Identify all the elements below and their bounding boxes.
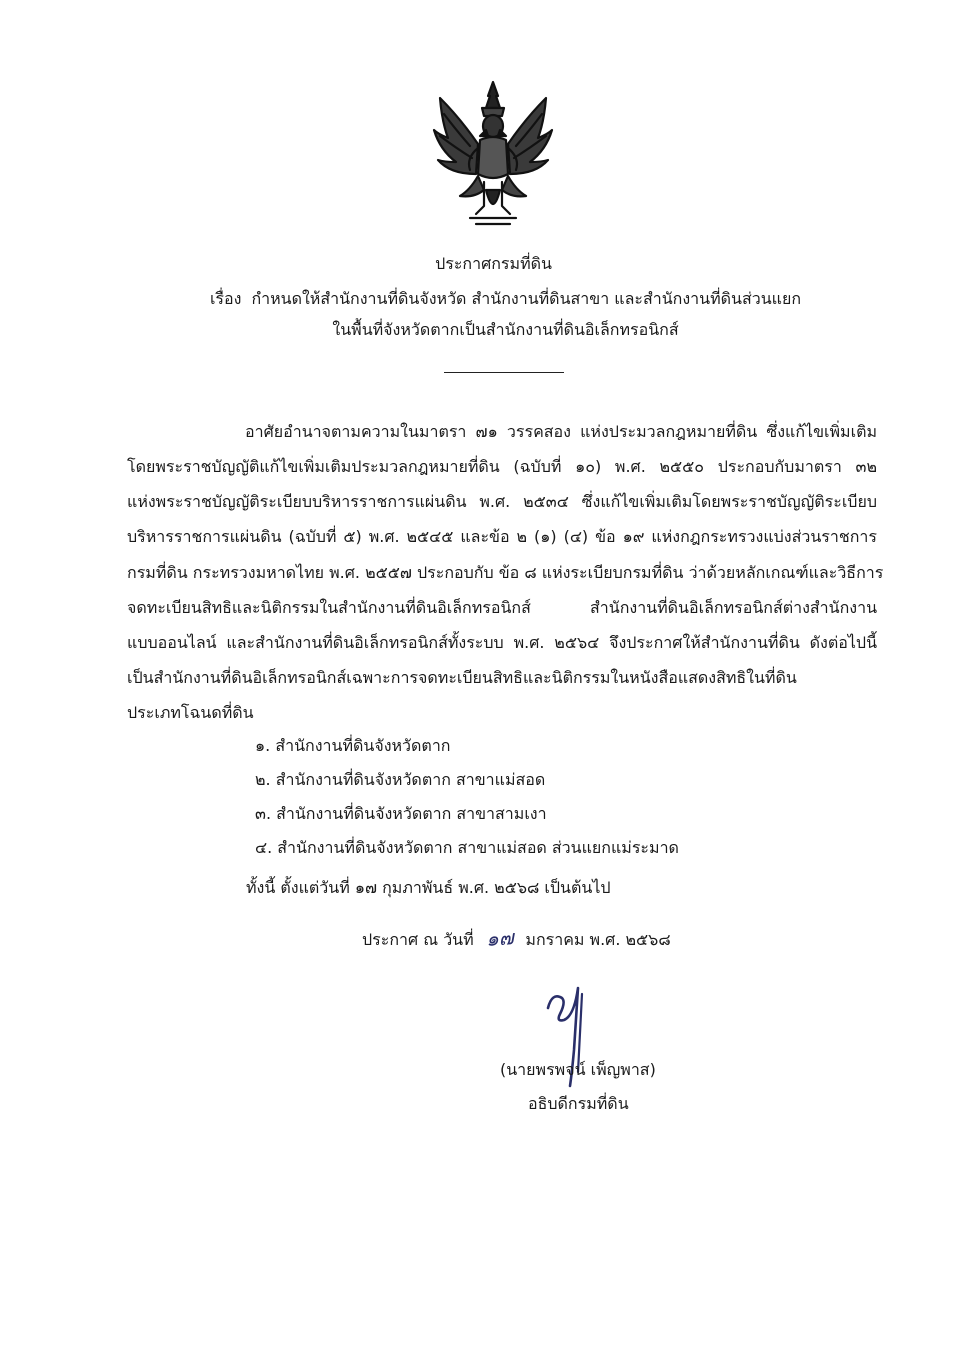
body-line: แบบออนไลน์ และสำนักงานที่ดินอิเล็กทรอนิกส์ทั้งระบบ พ.ศ. ๒๕๖๔ จึงประกาศให้สำนักงานที่ดิน ดังต่อไปนี้: [127, 633, 878, 652]
body-line: จดทะเบียนสิทธิและนิติกรรมในสำนักงานที่ดินอิเล็กทรอนิกส์ สำนักงานที่ดินอิเล็กทรอนิกส์ต่างสำนักงาน: [127, 598, 877, 617]
body-line: โดยพระราชบัญญัติแก้ไขเพิ่มเติมประมวลกฎหมายที่ดิน (ฉบับที่ ๑๐) พ.ศ. ๒๕๕๐ ประกอบกับมาตรา ๓๒: [127, 457, 877, 476]
subject-line-1: [26, 287, 959, 312]
list-item: ๔. สำนักงานที่ดินจังหวัดตาก สาขาแม่สอด ส่วนแยกแม่ระมาด: [255, 838, 679, 857]
list-item: ๒. สำนักงานที่ดินจังหวัดตาก สาขาแม่สอด: [255, 770, 546, 789]
body-line: กรมที่ดิน กระทรวงมหาดไทย พ.ศ. ๒๕๕๗ ประกอบกับ ข้อ ๘ แห่งระเบียบกรมที่ดิน ว่าด้วยหลักเกณฑ์และวิธีการ: [127, 563, 884, 582]
effective-date-line: ทั้งนี้ ตั้งแต่วันที่ ๑๗ กุมภาพันธ์ พ.ศ. ๒๕๖๘ เป็นต้นไป: [246, 878, 611, 897]
signer-name: (นายพรพจน์ เพ็ญพาส): [500, 1060, 656, 1079]
subject-text-1: กำหนดให้สำนักงานที่ดินจังหวัด สำนักงานที่ดินสาขา และสำนักงานที่ดินส่วนแยก: [251, 289, 802, 308]
announcement-date: [362, 922, 671, 954]
body-line: เป็นสำนักงานที่ดินอิเล็กทรอนิกส์เฉพาะการจดทะเบียนสิทธิและนิติกรรมในหนังสือแสดงสิทธิในที่ดิน: [127, 668, 797, 687]
garuda-emblem-icon: [430, 78, 556, 228]
body-line: แห่งพระราชบัญญัติระเบียบบริหารราชการแผ่นดิน พ.ศ. ๒๕๓๔ ซึ่งแก้ไขเพิ่มเติมโดยพระราชบัญญัติระเบียบ: [127, 492, 877, 511]
body-line: ประเภทโฉนดที่ดิน: [127, 703, 254, 722]
header-divider: [444, 372, 564, 373]
subject-label: เรื่อง: [209, 289, 242, 308]
subject-line-2: ในพื้นที่จังหวัดตากเป็นสำนักงานที่ดินอิเล็กทรอนิกส์: [332, 320, 679, 339]
list-item: ๓. สำนักงานที่ดินจังหวัดตาก สาขาสามเงา: [255, 804, 547, 823]
announcement-month-year: มกราคม พ.ศ. ๒๕๖๘: [525, 930, 671, 949]
handwritten-day: ๑๗: [484, 925, 515, 951]
document-title: ประกาศกรมที่ดิน: [435, 254, 552, 273]
body-line: อาศัยอำนาจตามความในมาตรา ๗๑ วรรคสอง แห่งประมวลกฎหมายที่ดิน ซึ่งแก้ไขเพิ่มเติม: [245, 422, 877, 441]
body-line: บริหารราชการแผ่นดิน (ฉบับที่ ๕) พ.ศ. ๒๕๔๕ และข้อ ๒ (๑) (๔) ข้อ ๑๙ แห่งกฎกระทรวงแบ่งส่วนราชการ: [127, 527, 877, 546]
signer-title: อธิบดีกรมที่ดิน: [528, 1094, 629, 1113]
announcement-prefix: ประกาศ ณ วันที่: [362, 930, 474, 949]
list-item: ๑. สำนักงานที่ดินจังหวัดตาก: [255, 736, 451, 755]
